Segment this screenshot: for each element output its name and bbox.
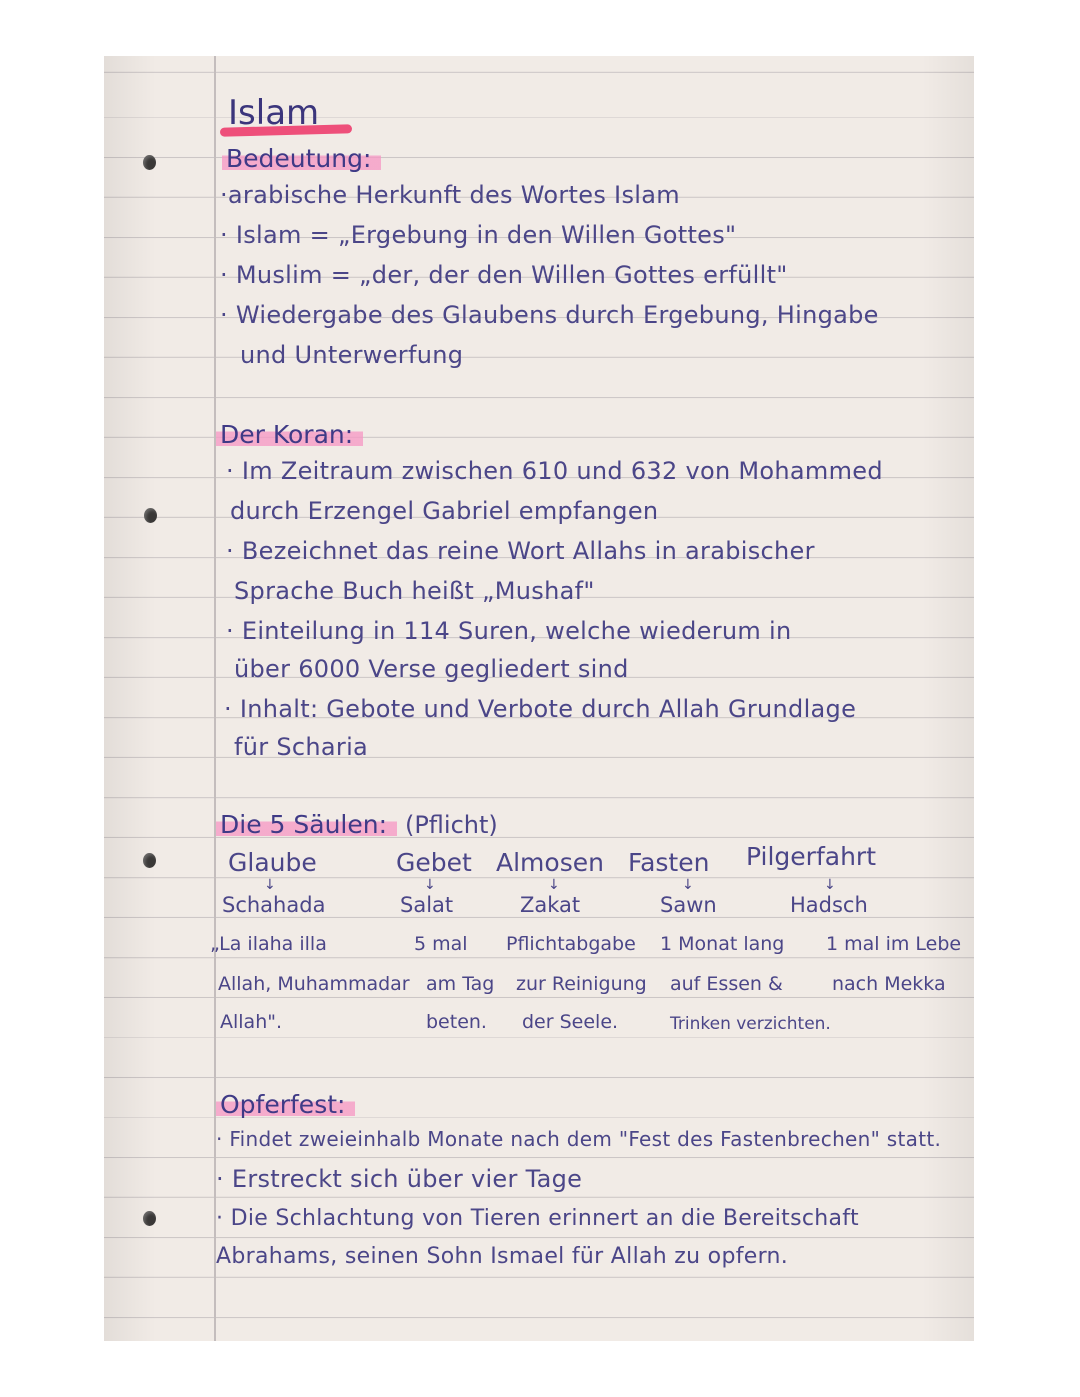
pillar-description: 5 mal: [414, 933, 468, 955]
pillar-description: auf Essen &: [670, 973, 783, 995]
pillar-description: Pflichtabgabe: [506, 933, 636, 955]
koran-line: für Scharia: [234, 733, 369, 761]
pillar-description: beten.: [426, 1011, 487, 1033]
arrow-down-icon: ↓: [824, 877, 836, 893]
bedeutung-line: und Unterwerfung: [240, 341, 464, 369]
saeulen-heading-text: Die 5 Säulen:: [216, 810, 397, 839]
punch-hole: [143, 853, 156, 868]
pillar-name: Fasten: [628, 848, 710, 877]
koran-line: · Einteilung in 114 Suren, welche wiederum in: [226, 617, 792, 645]
koran-line: über 6000 Verse gegliedert sind: [234, 655, 629, 683]
pillar-description: Trinken verzichten.: [670, 1014, 831, 1034]
bedeutung-line: ·arabische Herkunft des Wortes Islam: [220, 181, 680, 209]
koran-line: · Im Zeitraum zwischen 610 und 632 von Mohammed: [226, 457, 883, 485]
pillar-name: Glaube: [228, 848, 317, 877]
bedeutung-heading-text: Bedeutung:: [222, 144, 381, 173]
opferfest-line: · Erstreckt sich über vier Tage: [216, 1165, 583, 1193]
pillar-name: Almosen: [496, 848, 604, 877]
koran-line: durch Erzengel Gabriel empfangen: [230, 497, 659, 525]
arrow-down-icon: ↓: [682, 877, 694, 893]
pillar-description: zur Reinigung: [516, 973, 647, 995]
pillar-description: Allah".: [220, 1011, 283, 1033]
opferfest-heading-text: Opferfest:: [216, 1090, 355, 1119]
pillar-name: Pilgerfahrt: [746, 842, 876, 871]
page-title: Islam: [228, 93, 320, 133]
section-heading-saeulen: [216, 810, 498, 840]
punch-hole: [143, 1211, 156, 1226]
pillar-arabic: Zakat: [520, 893, 581, 917]
pillar-arabic: Schahada: [222, 893, 326, 917]
pillar-arabic: Hadsch: [790, 893, 868, 917]
pillar-description: 1 Monat lang: [660, 933, 785, 955]
saeulen-note: (Pflicht): [404, 811, 498, 839]
opferfest-line: · Die Schlachtung von Tieren erinnert an die Bereitschaft: [216, 1206, 859, 1231]
pillar-name: Gebet: [396, 848, 472, 877]
arrow-down-icon: ↓: [424, 877, 436, 893]
arrow-down-icon: ↓: [264, 877, 276, 893]
pillar-description: nach Mekka: [832, 973, 946, 995]
pillar-description: 1 mal im Lebe: [826, 933, 962, 955]
handwritten-notes: [104, 56, 974, 1341]
punch-hole: [143, 155, 156, 170]
punch-hole: [144, 508, 157, 523]
section-heading-opferfest: [216, 1090, 355, 1120]
notebook-page: [104, 56, 974, 1341]
pillar-arabic: Sawn: [660, 893, 717, 917]
section-heading-koran: [216, 420, 363, 450]
koran-line: Sprache Buch heißt „Mushaf": [234, 577, 595, 605]
bedeutung-line: · Wiedergabe des Glaubens durch Ergebung, Hingabe: [220, 301, 879, 329]
pillar-description: „La ilaha illa: [210, 933, 327, 955]
pillar-description: Allah, Muhammadar: [218, 973, 410, 995]
pillar-arabic: Salat: [400, 893, 454, 917]
pillar-description: am Tag: [426, 973, 495, 995]
bedeutung-line: · Islam = „Ergebung in den Willen Gottes": [220, 221, 737, 249]
section-heading-bedeutung: [222, 144, 381, 174]
opferfest-line: · Findet zweieinhalb Monate nach dem "Fest des Fastenbrechen" statt.: [216, 1127, 942, 1151]
bedeutung-line: · Muslim = „der, der den Willen Gottes erfüllt": [220, 261, 788, 289]
opferfest-line: Abrahams, seinen Sohn Ismael für Allah zu opfern.: [216, 1244, 789, 1269]
pillar-description: der Seele.: [522, 1011, 619, 1033]
arrow-down-icon: ↓: [548, 877, 560, 893]
koran-heading-text: Der Koran:: [216, 420, 363, 449]
koran-line: · Bezeichnet das reine Wort Allahs in arabischer: [226, 537, 815, 565]
koran-line: · Inhalt: Gebote und Verbote durch Allah Grundlage: [224, 695, 857, 723]
